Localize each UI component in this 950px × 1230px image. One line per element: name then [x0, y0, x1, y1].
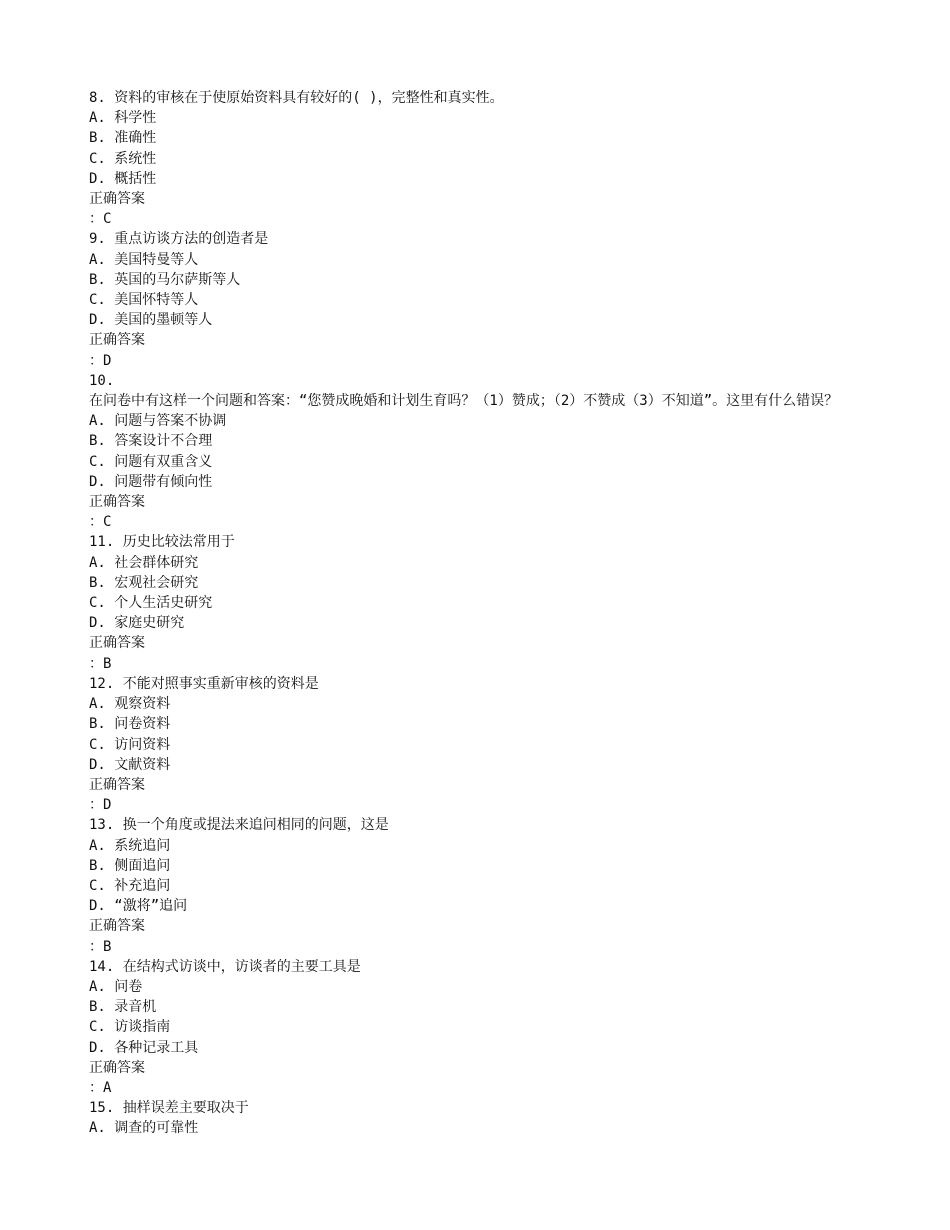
option-b: B. 答案设计不合理	[89, 433, 213, 450]
option-b: B. 宏观社会研究	[89, 574, 199, 591]
question-stem: 在问卷中有这样一个问题和答案：“您赞成晚婚和计划生育吗？（1）赞成；（2）不赞成（3）不知道”。这里有什么错误？	[89, 393, 839, 410]
answer-value: ：A	[89, 1079, 112, 1096]
question-number: 10.	[89, 372, 115, 389]
option-c: C. 访谈指南	[89, 1019, 171, 1036]
option-a: A. 调查的可靠性	[89, 1120, 199, 1137]
option-b: B. 问卷资料	[89, 716, 171, 733]
answer-label: 正确答案	[89, 494, 145, 511]
answer-value: ：D	[89, 797, 112, 814]
answer-label: 正确答案	[89, 332, 145, 349]
option-b: B. 侧面追问	[89, 857, 171, 874]
question-13	[89, 815, 879, 956]
question-stem: 12. 不能对照事实重新审核的资料是	[89, 675, 319, 692]
answer-label: 正确答案	[89, 635, 145, 652]
answer-value: ：D	[89, 352, 112, 369]
option-b: B. 录音机	[89, 999, 157, 1016]
option-d: D. 概括性	[89, 170, 157, 187]
question-stem: 15. 抽样误差主要取决于	[89, 1100, 249, 1117]
option-c: C. 美国怀特等人	[89, 292, 199, 309]
option-a: A. 问卷	[89, 978, 143, 995]
answer-value: ：C	[89, 211, 112, 228]
option-a: A. 观察资料	[89, 696, 171, 713]
option-c: C. 补充追问	[89, 877, 171, 894]
answer-label: 正确答案	[89, 191, 145, 208]
question-stem: 13. 换一个角度或提法来追问相同的问题，这是	[89, 817, 389, 834]
option-c: C. 系统性	[89, 150, 157, 167]
question-14	[89, 957, 879, 1098]
option-c: C. 个人生活史研究	[89, 595, 213, 612]
option-b: B. 英国的马尔萨斯等人	[89, 271, 241, 288]
question-15	[89, 1098, 879, 1138]
option-d: D. 各种记录工具	[89, 1039, 199, 1056]
question-9	[89, 229, 879, 370]
option-d: D. 文献资料	[89, 756, 171, 773]
option-d: D. “激将”追问	[89, 898, 188, 915]
option-c: C. 问题有双重含义	[89, 453, 213, 470]
answer-label: 正确答案	[89, 776, 145, 793]
question-stem: 9. 重点访谈方法的创造者是	[89, 231, 269, 248]
question-10	[89, 371, 879, 533]
option-d: D. 家庭史研究	[89, 615, 185, 632]
document-page	[89, 88, 879, 1139]
question-8	[89, 88, 879, 229]
option-d: D. 美国的墨顿等人	[89, 312, 213, 329]
answer-label: 正确答案	[89, 918, 145, 935]
option-a: A. 问题与答案不协调	[89, 413, 227, 430]
question-stem: 14. 在结构式访谈中，访谈者的主要工具是	[89, 958, 361, 975]
option-a: A. 社会群体研究	[89, 554, 199, 571]
question-stem: 8. 资料的审核在于使原始资料具有较好的( )，完整性和真实性。	[89, 90, 504, 106]
question-11	[89, 532, 879, 673]
option-c: C. 访问资料	[89, 736, 171, 753]
answer-label: 正确答案	[89, 1059, 145, 1076]
question-12	[89, 674, 879, 815]
option-a: A. 科学性	[89, 110, 157, 127]
option-d: D. 问题带有倾向性	[89, 473, 213, 490]
option-a: A. 系统追问	[89, 837, 171, 854]
answer-value: ：B	[89, 655, 112, 672]
answer-value: ：C	[89, 514, 112, 531]
question-stem: 11. 历史比较法常用于	[89, 534, 235, 551]
answer-value: ：B	[89, 938, 112, 955]
option-a: A. 美国特曼等人	[89, 251, 199, 268]
option-b: B. 准确性	[89, 130, 157, 147]
